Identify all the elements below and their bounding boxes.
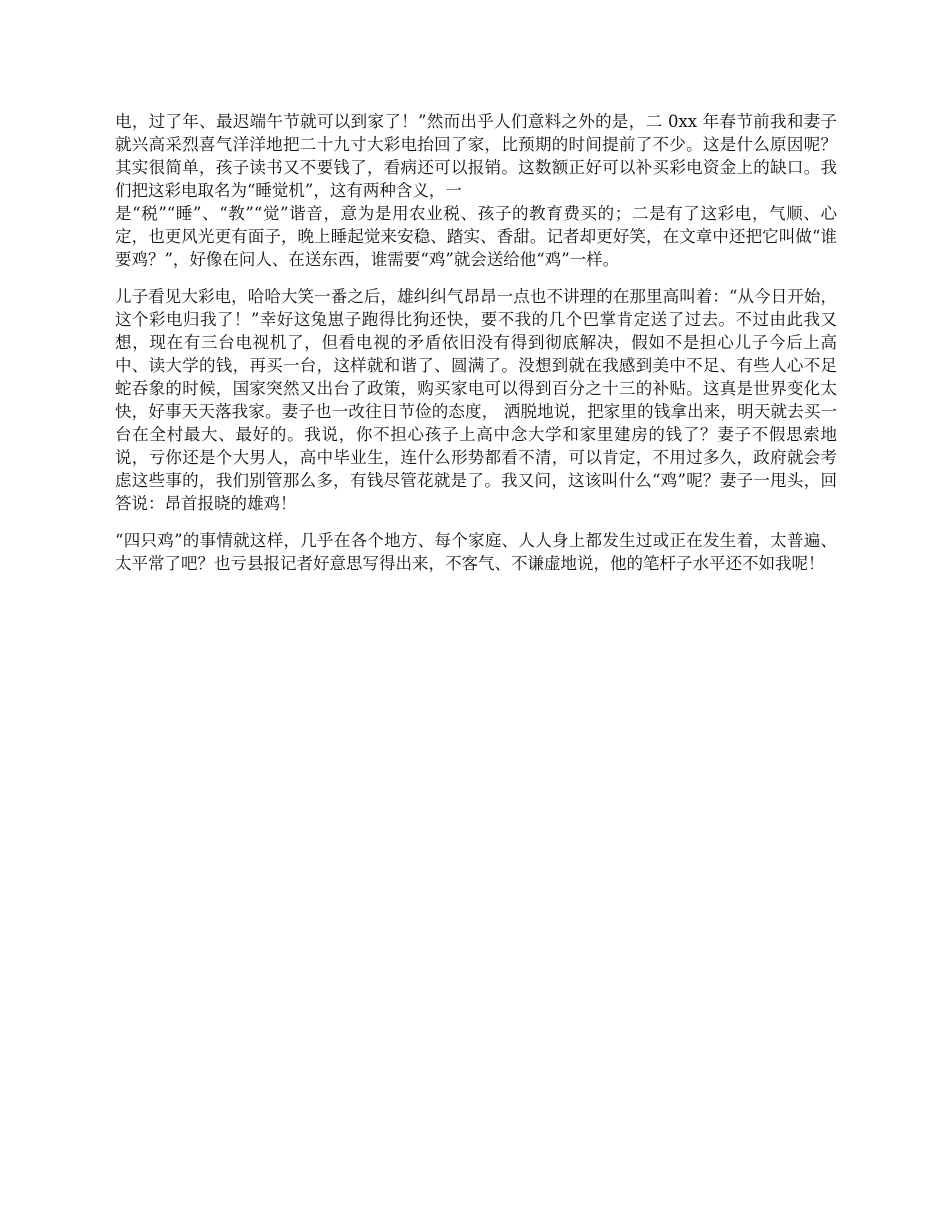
paragraph-1: 电，过了年、最迟端午节就可以到家了！”然而出乎人们意料之外的是，二 0xx 年春节前我和妻子就兴高采烈喜气洋洋地把二十九寸大彩电抬回了家，比预期的时间提前了不少。这是什么原因呢？其实很简单，孩子读书又不要钱了，看病还可以报销。这数额正好可以补买彩电资金上的缺口。我们把这彩电取名为“睡觉机”，这有两种含义，一 是“税”“睡”、“教”“觉”谐音，意为是用农业税、孩子的教育费买的；二是有了这彩电，气顺、心定，也更风光更有面子，晚上睡起觉来安稳、踏实、香甜。记者却更好笑，在文章中还把它叫做“谁要鸡？”，好像在问人、在送东西，谁需要“鸡”就会送给他“鸡”一样。 [115,112,837,269]
paragraph-3: “四只鸡”的事情就这样，几乎在各个地方、每个家庭、人人身上都发生过或正在发生着，太普遍、太平常了吧？也亏县报记者好意思写得出来，不客气、不谦虚地说，他的笔杆子水平还不如我呢！ [115,531,837,573]
paragraph-2: 儿子看见大彩电，哈哈大笑一番之后，雄纠纠气昂昂一点也不讲理的在那里高叫着：“从今日开始，这个彩电归我了！”幸好这兔崽子跑得比狗还快，要不我的几个巴掌肯定送了过去。不过由此我又想，现在有三台电视机了，但看电视的矛盾依旧没有得到彻底解决，假如不是担心儿子今后上高中、读大学的钱，再买一台，这样就和谐了、圆满了。没想到就在我感到美中不足、有些人心不足蛇吞象的时候，国家突然又出台了政策，购买家电可以得到百分之十三的补贴。这真是世界变化太快，好事天天落我家。妻子也一改往日节俭的态度， 洒脱地说，把家里的钱拿出来，明天就去买一台在全村最大、最好的。我说，你不担心孩子上高中念大学和家里建房的钱了？妻子不假思索地说，亏你还是个大男人，高中毕业生，连什么形势都看不清，可以肯定，不用过多久，政府就会考虑这些事的，我们别管那么多，有钱尽管花就是了。我又问，这该叫什么“鸡”呢？妻子一甩头，回答说：昂首报晓的雄鸡！ [115,287,837,513]
document-body [115,110,837,589]
